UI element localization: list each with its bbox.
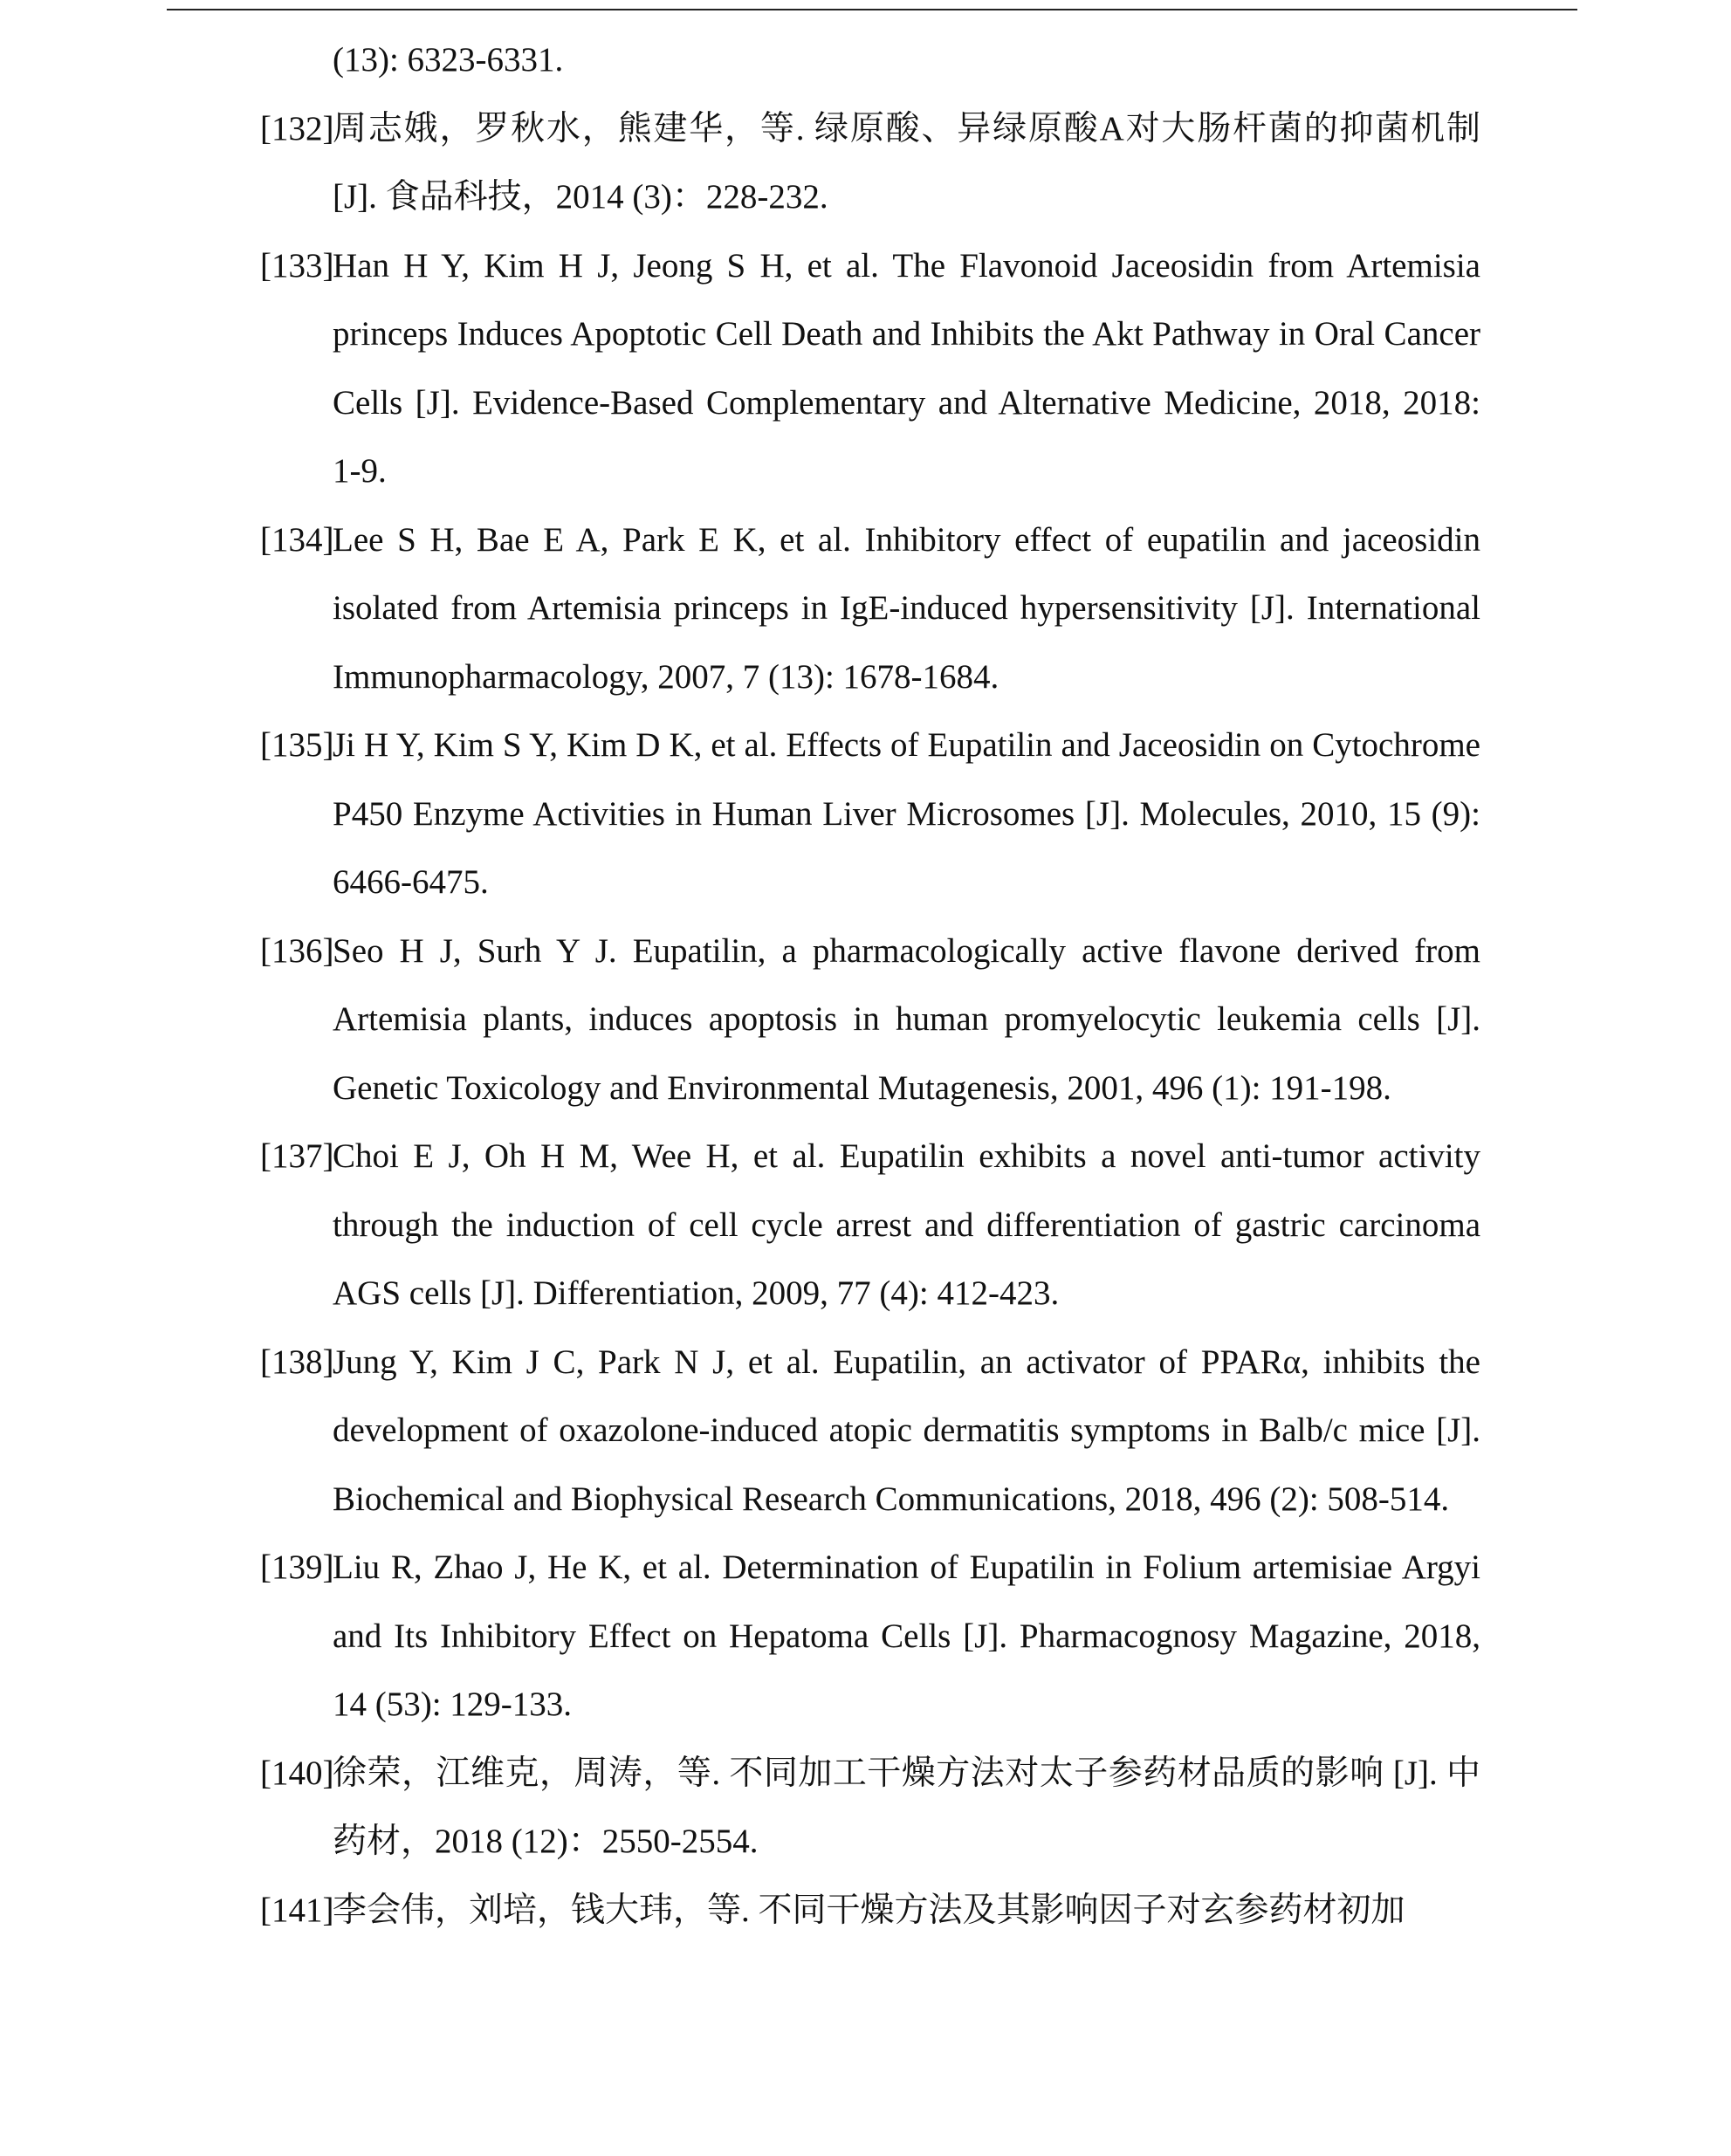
reference-number: [139] bbox=[260, 1548, 334, 1586]
reference-text: Choi E J, Oh H M, Wee H, et al. Eupatilin exhibits a novel anti-tumor activity through the induction of cell cycle arrest and differentiation of gastric carcinoma AGS cells [J]. Differentiation, 2009, 77 (4): 412-423. bbox=[333, 1137, 1480, 1312]
reference-text: Seo H J, Surh Y J. Eupatilin, a pharmacologically active flavone derived from Artemisia plants, induces apoptosis in human promyelocytic leukemia cells [J]. Genetic Toxicology and Environmental Mutagenesis, 2001, 496 (1): 191-198. bbox=[333, 931, 1480, 1107]
reference-list bbox=[260, 26, 1480, 1945]
reference-number: [132] bbox=[260, 109, 334, 148]
reference-item-136 bbox=[260, 917, 1480, 1123]
reference-item-140 bbox=[260, 1740, 1480, 1877]
reference-item-133 bbox=[260, 232, 1480, 506]
reference-text: Lee S H, Bae E A, Park E K, et al. Inhibitory effect of eupatilin and jaceosidin isolated from Artemisia princeps in IgE-induced hypersensitivity [J]. International Immunopharmacology, 2007, 7 (13): 1678-1684. bbox=[333, 520, 1480, 696]
reference-number: [140] bbox=[260, 1754, 334, 1792]
reference-item-132 bbox=[260, 95, 1480, 232]
reference-number: [138] bbox=[260, 1342, 334, 1381]
reference-text: 周志娥，罗秋水，熊建华，等. 绿原酸、异绿原酸A对大肠杆菌的抑菌机制 [J]. 食品科技，2014 (3)：228-232. bbox=[333, 109, 1480, 216]
reference-number: [137] bbox=[260, 1137, 334, 1175]
reference-number: [133] bbox=[260, 246, 334, 285]
reference-item-135 bbox=[260, 711, 1480, 917]
reference-number: [136] bbox=[260, 931, 334, 970]
reference-number: [134] bbox=[260, 520, 334, 559]
reference-item-138 bbox=[260, 1329, 1480, 1535]
reference-text: Liu R, Zhao J, He K, et al. Determination of Eupatilin in Folium artemisiae Argyi and Its Inhibitory Effect on Hepatoma Cells [J]. Pharmacognosy Magazine, 2018, 14 (53): 129-133. bbox=[333, 1548, 1480, 1723]
reference-text: 徐荣，江维克，周涛，等. 不同加工干燥方法对太子参药材品质的影响 [J]. 中药材，2018 (12)：2550-2554. bbox=[333, 1754, 1480, 1860]
reference-text: Ji H Y, Kim S Y, Kim D K, et al. Effects of Eupatilin and Jaceosidin on Cytochrome P450 Enzyme Activities in Human Liver Microsomes [J]. Molecules, 2010, 15 (9): 6466-6475. bbox=[333, 726, 1480, 901]
header-rule bbox=[167, 9, 1577, 10]
reference-text: Jung Y, Kim J C, Park N J, et al. Eupatilin, an activator of PPARα, inhibits the development of oxazolone-induced atopic dermatitis symptoms in Balb/c mice [J]. Biochemical and Biophysical Research Communications, 2018, 496 (2): 508-514. bbox=[333, 1342, 1480, 1518]
reference-text: 李会伟，刘培，钱大玮，等. 不同干燥方法及其影响因子对玄参药材初加 bbox=[333, 1891, 1405, 1929]
reference-text: Han H Y, Kim H J, Jeong S H, et al. The Flavonoid Jaceosidin from Artemisia princeps Induces Apoptotic Cell Death and Inhibits the Akt Pathway in Oral Cancer Cells [J]. Evidence-Based Complementary and Alternative Medicine, 2018, 2018: 1-9. bbox=[333, 246, 1480, 490]
reference-item-137 bbox=[260, 1123, 1480, 1329]
reference-item-134 bbox=[260, 506, 1480, 712]
reference-item-continuation bbox=[260, 26, 1480, 95]
reference-number: [141] bbox=[260, 1891, 334, 1929]
reference-item-139 bbox=[260, 1534, 1480, 1740]
reference-text: (13): 6323-6331. bbox=[333, 41, 564, 79]
reference-item-141 bbox=[260, 1877, 1480, 1946]
reference-number: [135] bbox=[260, 726, 334, 764]
